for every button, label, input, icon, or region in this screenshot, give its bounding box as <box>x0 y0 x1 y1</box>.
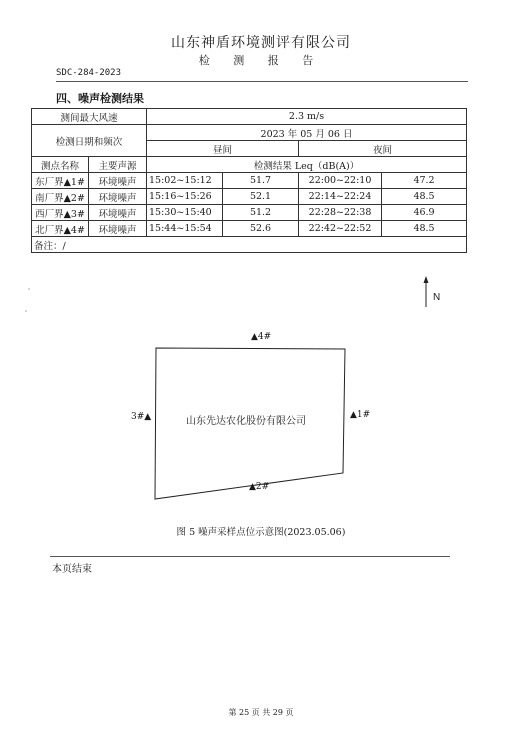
noise-source: 环境噪声 <box>89 221 147 237</box>
report-title: 检 测 报 告 <box>198 54 324 67</box>
section-title: 四、噪声检测结果 <box>56 92 144 105</box>
night-value: 47.2 <box>382 173 467 189</box>
monitoring-point-1: ▲1# <box>350 410 371 420</box>
remark-row <box>32 237 467 253</box>
day-value: 51.2 <box>223 205 299 221</box>
point-name: 西厂界▲3# <box>32 205 89 221</box>
night-time: 22:00~22:10 <box>299 173 382 189</box>
date-value: 2023 年 05 月 06 日 <box>147 125 467 141</box>
day-time: 15:02~15:12 <box>147 173 223 189</box>
end-divider <box>50 556 450 557</box>
noise-source: 环境噪声 <box>89 189 147 205</box>
night-time: 22:42~22:52 <box>299 221 382 237</box>
noise-source: 环境噪声 <box>89 205 147 221</box>
document-number: SDC-284-2023 <box>56 68 122 78</box>
figure-caption: 图 5 噪声采样点位示意图(2023.05.06) <box>176 527 346 538</box>
monitoring-point-2: ▲2# <box>249 482 270 492</box>
day-value: 51.7 <box>223 173 299 189</box>
table-row <box>32 173 467 189</box>
day-label: 昼间 <box>147 141 299 157</box>
night-value: 46.9 <box>382 205 467 221</box>
noise-results-table <box>31 108 467 253</box>
night-time: 22:28~22:38 <box>299 205 382 221</box>
col-point-header: 测点名称 <box>32 157 89 173</box>
night-time: 22:14~22:24 <box>299 189 382 205</box>
point-name: 南厂界▲2# <box>32 189 89 205</box>
page-footer: 第 25 页 共 29 页 <box>228 708 294 717</box>
company-name: 山东神盾环境测评有限公司 <box>171 35 351 51</box>
table-row <box>32 205 467 221</box>
site-name: 山东先达农化股份有限公司 <box>186 416 306 427</box>
monitoring-point-4: ▲4# <box>251 332 272 342</box>
day-value: 52.6 <box>223 221 299 237</box>
noise-source: 环境噪声 <box>89 173 147 189</box>
column-header-row <box>32 157 467 173</box>
day-time: 15:44~15:54 <box>147 221 223 237</box>
day-value: 52.1 <box>223 189 299 205</box>
remark: 备注：/ <box>32 237 467 253</box>
col-result-header: 检测结果 Leq（dB(A)） <box>147 157 467 173</box>
day-time: 15:16~15:26 <box>147 189 223 205</box>
table-row <box>32 221 467 237</box>
point-name: 东厂界▲1# <box>32 173 89 189</box>
point-name: 北厂界▲4# <box>32 221 89 237</box>
day-time: 15:30~15:40 <box>147 205 223 221</box>
scan-speck <box>25 310 27 312</box>
table-row <box>32 189 467 205</box>
date-label: 检测日期和频次 <box>32 125 147 157</box>
night-value: 48.5 <box>382 189 467 205</box>
header-divider <box>56 81 468 82</box>
night-label: 夜间 <box>299 141 467 157</box>
wind-speed-row <box>32 109 467 125</box>
end-of-page-note: 本页结束 <box>52 564 92 575</box>
date-row <box>32 125 467 141</box>
scan-speck <box>28 288 30 290</box>
night-value: 48.5 <box>382 221 467 237</box>
monitoring-point-3: 3#▲ <box>131 412 152 422</box>
wind-speed-label: 测间最大风速 <box>32 109 147 125</box>
north-label: N <box>433 292 441 303</box>
wind-speed-value: 2.3 m/s <box>147 109 467 125</box>
col-source-header: 主要声源 <box>89 157 147 173</box>
north-arrow-icon <box>420 276 432 308</box>
